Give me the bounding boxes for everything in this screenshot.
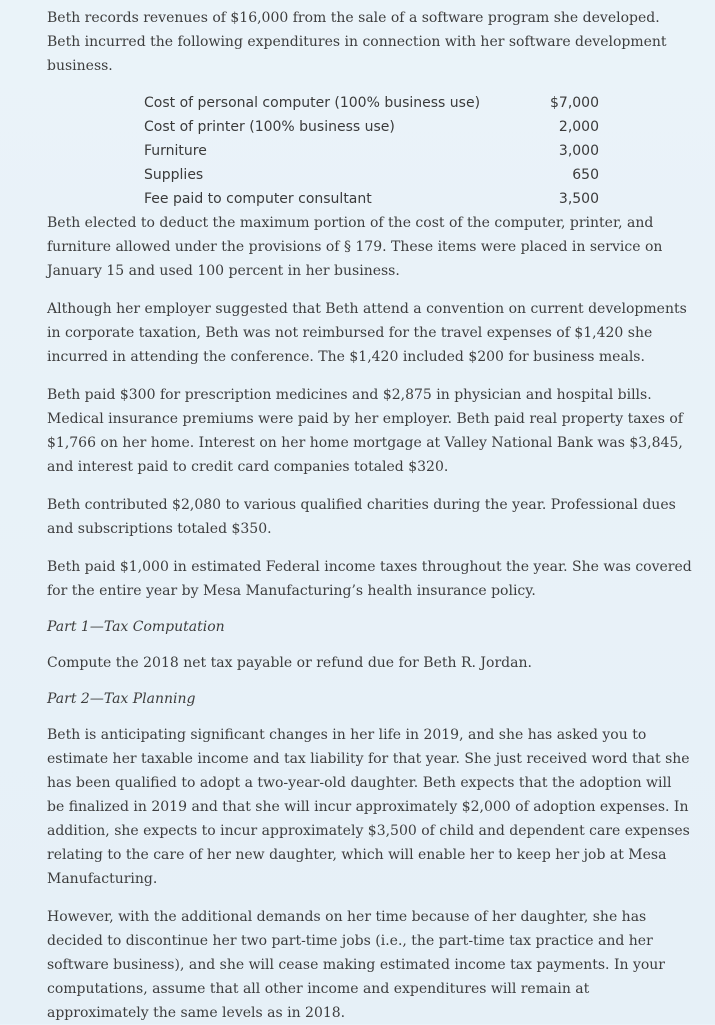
- expense-amount: 2,000: [558, 119, 599, 135]
- table-row: [144, 115, 599, 139]
- expense-label: Supplies: [144, 167, 204, 183]
- expense-label: Fee paid to computer consultant: [144, 191, 372, 207]
- section179-paragraph: Beth elected to deduct the maximum portion of the cost of the computer, printer, and furniture allowed under the provisions of § 179. These items were placed in service on January 15 and used 100 percent in her business.: [47, 215, 663, 279]
- table-row: [144, 163, 599, 187]
- expense-label: Cost of personal computer (100% business use): [144, 95, 481, 111]
- table-row: [144, 139, 599, 163]
- charity-paragraph: Beth contributed $2,080 to various qualified charities during the year. Professional dues and subscriptions totaled $350.: [47, 497, 676, 537]
- expenses-table: [144, 91, 599, 211]
- part2-text: Beth is anticipating significant changes in her life in 2019, and she has asked you to estimate her taxable income and tax liability for that year. She just received word that she has been qualified to adopt a two-year-old daughter. Beth expects that the adoption will be finalized in 2019 and that she will incur approximately $2,000 of adoption expenses. In addition, she expects to incur approximately $3,500 of child and dependent care expenses relating to the care of her new daughter, which will enable her to keep her job at Mesa Manufacturing.: [47, 727, 690, 887]
- medical-paragraph: Beth paid $300 for prescription medicines and $2,875 in physician and hospital bills. Medical insurance premiums were paid by her employer. Beth paid real property taxes of $1,766 on her home. Interest on her home mortgage at Valley National Bank was $3,845, and interest paid to credit card companies totaled $320.: [47, 387, 683, 475]
- closing-paragraph: However, with the additional demands on her time because of her daughter, she has decided to discontinue her two part-time jobs (i.e., the part-time tax practice and her software business), and she will cease making estimated income tax payments. In your computations, assume that all other income and expenditures will remain at approximately the same levels as in 2018.: [47, 909, 665, 1021]
- table-row: [144, 187, 599, 211]
- expense-label: Cost of printer (100% business use): [144, 119, 395, 135]
- intro-paragraph: Beth records revenues of $16,000 from the sale of a software program she developed. Beth incurred the following expenditures in connection with her software development business.: [47, 10, 667, 74]
- part1-heading: Part 1—Tax Computation: [47, 619, 225, 635]
- part2-heading: Part 2—Tax Planning: [47, 691, 196, 707]
- convention-paragraph: Although her employer suggested that Beth attend a convention on current developments in corporate taxation, Beth was not reimbursed for the travel expenses of $1,420 she incurred in attending the conference. The $1,420 included $200 for business meals.: [47, 301, 687, 365]
- expense-label: Furniture: [144, 143, 207, 159]
- table-row: [144, 91, 599, 115]
- part1-text: Compute the 2018 net tax payable or refund due for Beth R. Jordan.: [47, 655, 532, 671]
- expense-amount: 3,000: [558, 143, 599, 159]
- expense-amount: 650: [572, 167, 599, 183]
- expense-amount: 3,500: [558, 191, 599, 207]
- estimated-tax-paragraph: Beth paid $1,000 in estimated Federal income taxes throughout the year. She was covered for the entire year by Mesa Manufacturing’s health insurance policy.: [47, 559, 692, 599]
- expense-amount: $7,000: [550, 95, 599, 111]
